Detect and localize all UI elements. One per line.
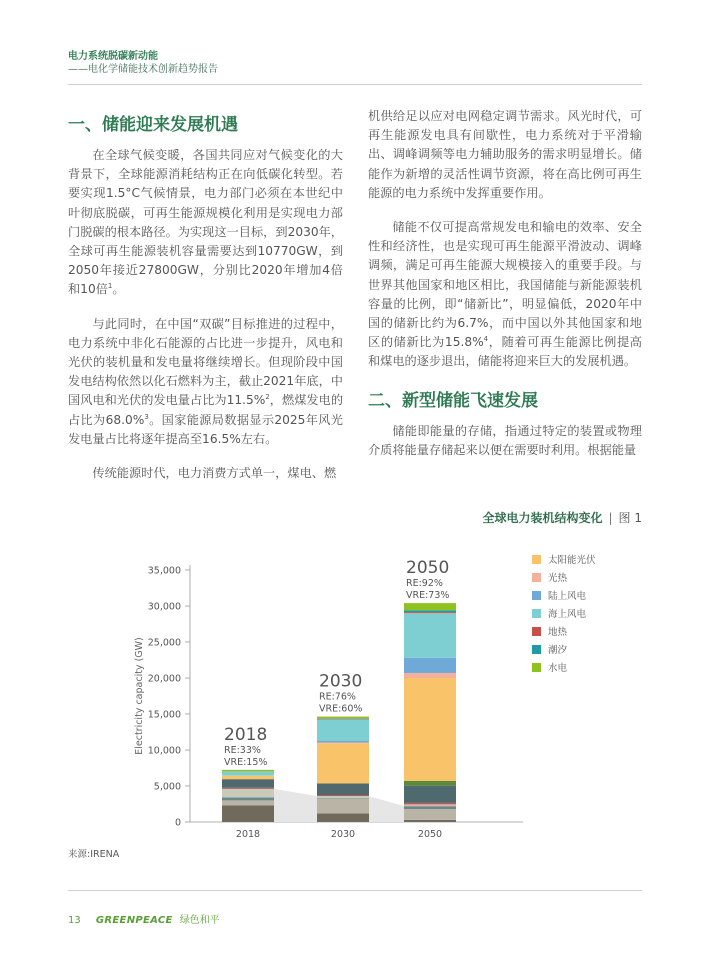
annotation-vre: VRE:73% (406, 590, 450, 602)
legend-label: 海上风电 (548, 609, 587, 620)
annotation-year: 2050 (406, 558, 450, 579)
bar-segment (317, 717, 369, 719)
bar-segment (222, 776, 274, 780)
footnote-ref[interactable]: 2 (265, 393, 270, 402)
bar-segment (404, 610, 456, 612)
legend-swatch (532, 591, 541, 600)
greenpeace-logo-cn: 绿色和平 (179, 915, 220, 926)
legend-swatch (532, 663, 541, 672)
y-tick-label: 35,000 (147, 565, 181, 577)
bar-segment (222, 771, 274, 775)
bar-segment (222, 779, 274, 788)
y-tick-label: 0 (174, 817, 181, 829)
greenpeace-logo: GREENPEACE (95, 915, 173, 926)
bar-segment (404, 820, 456, 822)
bar-segment (404, 612, 456, 613)
figure-source: 来源:IRENA (68, 849, 120, 860)
annotation-year: 2018 (224, 724, 268, 745)
y-tick-label: 30,000 (147, 601, 181, 613)
footer-divider (68, 890, 642, 891)
bar-segment (222, 788, 274, 789)
bar-segment (404, 809, 456, 820)
annotation-re: RE:33% (224, 744, 261, 756)
legend-swatch (532, 609, 541, 618)
left-column (68, 114, 343, 498)
legend-label: 潮汐 (548, 645, 568, 656)
x-tick-label: 2050 (417, 829, 443, 840)
header-title: 电力系统脱碳新动能 (68, 51, 158, 62)
bar-segment (317, 742, 369, 743)
page-number: 13 (68, 915, 81, 926)
paragraph-text: 。 (112, 282, 125, 297)
right-column (368, 107, 642, 475)
annotation-vre: VRE:60% (319, 703, 363, 715)
annotation-year: 2030 (319, 671, 363, 692)
bar-segment (317, 799, 369, 813)
legend-swatch (532, 573, 541, 582)
figure-title (482, 509, 642, 526)
y-axis-label: Electricity capacity (GW) (134, 637, 145, 755)
footnote-ref[interactable]: 1 (107, 282, 113, 291)
bar-segment (317, 719, 369, 741)
annotation-vre: VRE:15% (224, 756, 268, 768)
page-footer (68, 911, 220, 926)
paragraph: 储能即能量的存储，指通过特定的装置或物理介质将能量存储起来以便在需要时利用。根据能量 (368, 423, 642, 457)
bar-segment (404, 803, 456, 804)
section-heading-2: 二、新型储能飞速发展 (368, 390, 538, 411)
y-tick-label: 5,000 (153, 781, 181, 793)
x-tick-label: 2018 (235, 829, 261, 840)
bar-segment (404, 678, 456, 781)
paragraph: 传统能源时代，电力消费方式单一，煤电、燃 (92, 466, 337, 481)
paragraph (68, 315, 343, 449)
x-tick-label: 2030 (330, 829, 356, 840)
paragraph: 机供给足以应对电网稳定调节需求。风光时代，可再生能源发电具有间歇性，电力系统对于平滑输出、调峰调频等电力辅助服务的需求明显增长。储能作为新增的灵活性调节资源，将在高比例可再生能源的电力系统中发挥重要作用。 (368, 109, 642, 200)
paragraph-text: 与此同时，在中国“双碳”目标推进的过程中，电力系统中非化石能源的占比进一步提升，风电和光伏的装机量和发电量将继续增长。但现阶段中国发电结构依然以化石燃料为主，截止2021年底，中国风电和光伏的发电量占比为11.5% (68, 316, 343, 408)
connector-shade (274, 789, 317, 822)
bar-segment (404, 613, 456, 658)
y-tick-label: 25,000 (147, 637, 181, 649)
bar-segment (222, 798, 274, 801)
paragraph-text: ，随着可再生能源比例提高和煤电的逐步退出，储能将迎来巨大的发展机遇。 (368, 335, 642, 369)
connector-shade (369, 796, 404, 822)
paragraph (368, 218, 642, 372)
bar-segment (404, 673, 456, 678)
bar-segment (317, 795, 369, 796)
annotation-re: RE:76% (319, 691, 356, 703)
bar-segment (222, 770, 274, 771)
paragraph (68, 146, 343, 300)
bar-segment (404, 786, 456, 803)
bar-segment (317, 741, 369, 742)
legend-label: 光热 (548, 573, 568, 584)
legend-label: 陆上风电 (548, 591, 587, 602)
running-header (68, 50, 218, 77)
annotation-re: RE:92% (406, 578, 443, 590)
bar-segment (317, 783, 369, 795)
figure-separator: | (608, 511, 613, 525)
bar-segment (317, 719, 369, 720)
figure-number: 图 1 (618, 511, 642, 525)
paragraph-text: 。国家能源局数据显示2025年风光发电量占比将逐年提高至16.5%左右。 (68, 412, 343, 446)
paragraph-text: 储能不仅可提高常规发电和输电的效率、安全性和经济性，也是实现可再生能源平滑波动、调峰调频，满足可再生能源大规模接入的重要手段。与世界其他国家和地区相比，我国储能与新能源装机容量的比例，即“储新比”，明显偏低，2020年中国的储新比约为6.7%，而中国以外其他国家和地区的储新比为15.8% (368, 220, 642, 350)
bar-segment (404, 658, 456, 673)
header-subtitle: ——电化学储能技术创新趋势报告 (68, 64, 218, 75)
header-divider (68, 84, 642, 85)
legend-swatch (532, 627, 541, 636)
bar-segment (404, 603, 456, 610)
bar-segment (222, 800, 274, 805)
capacity-chart (68, 530, 642, 840)
figure-title-text: 全球电力装机结构变化 (482, 511, 603, 525)
legend-label: 地热 (548, 627, 568, 638)
legend-label: 水电 (548, 663, 568, 674)
y-tick-label: 20,000 (147, 673, 181, 685)
bar-segment (222, 805, 274, 822)
bar-segment (222, 789, 274, 798)
bar-segment (404, 781, 456, 786)
paragraph-text: ，燃煤发电的占比为68.0% (68, 393, 344, 427)
footnote-ref[interactable]: 4 (483, 335, 489, 344)
bar-segment (317, 796, 369, 798)
paragraph-text: 在全球气候变暖，各国共同应对气候变化的大背景下，全球能源消耗结构正在向低碳化转型。若要实现1.5°C气候情景，电力部门必须在本世纪中叶彻底脱碳，可再生能源规模化利用是实现电力部门脱碳的根本路径。为实现这一目标，到2030年，全球可再生能源装机容量需要达到10770GW，到2050年接近27800GW，分别比2020年增加4倍和10倍 (68, 148, 343, 297)
legend-label: 太阳能光伏 (548, 555, 596, 566)
bar-segment (317, 743, 369, 783)
bar-segment (317, 813, 369, 822)
y-tick-label: 15,000 (147, 709, 181, 721)
bar-segment (404, 804, 456, 806)
bar-segment (317, 798, 369, 799)
bar-segment (404, 806, 456, 809)
y-tick-label: 10,000 (147, 745, 181, 757)
section-heading-1: 一、储能迎来发展机遇 (68, 115, 238, 135)
legend-swatch (532, 555, 541, 564)
legend-swatch (532, 645, 541, 654)
footnote-ref[interactable]: 3 (144, 412, 149, 421)
